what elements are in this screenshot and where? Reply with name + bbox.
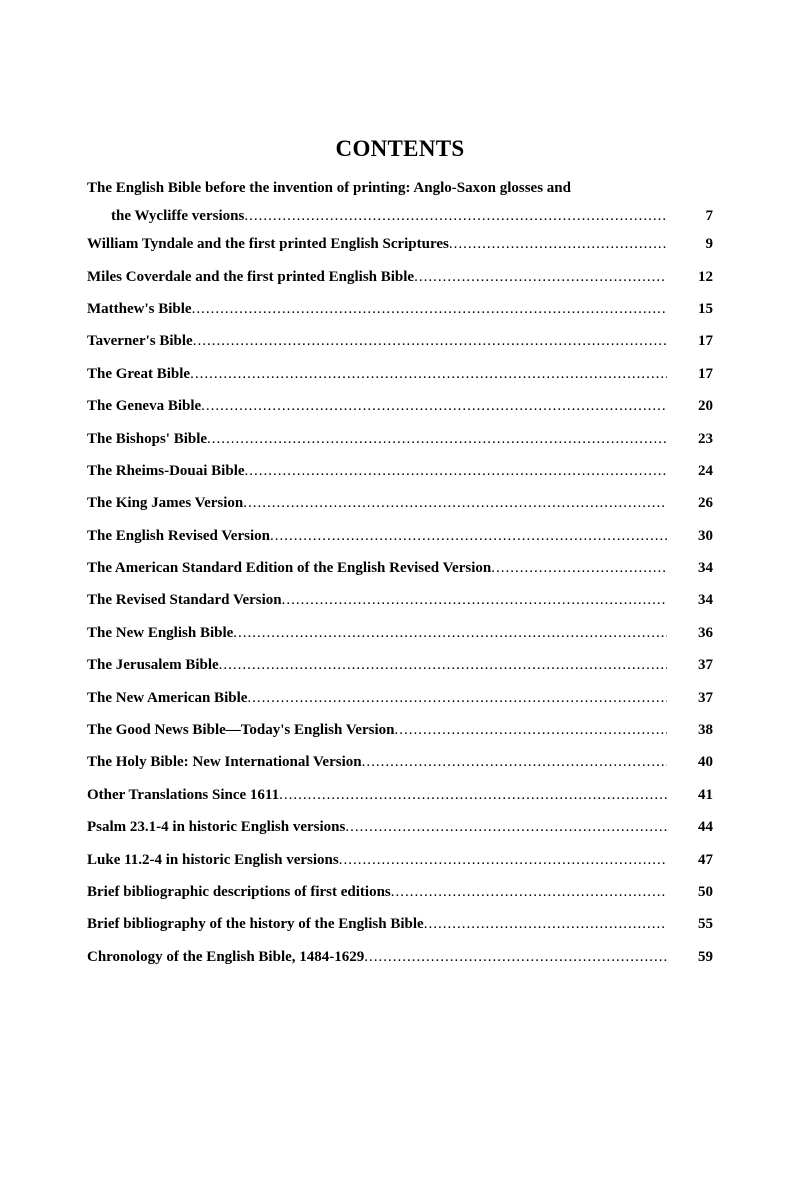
toc-entry-title: Matthew's Bible [87,300,192,317]
toc-entry-4[interactable] [87,293,713,325]
dot-leader [364,947,667,967]
toc-entry-18[interactable] [87,746,713,778]
dot-leader [190,364,667,384]
toc-page-number: 41 [698,786,713,803]
dot-leader [424,914,667,934]
toc-page-number: 26 [698,495,713,512]
toc-entry-15[interactable] [87,649,713,681]
toc-entry-title: Brief bibliographic descriptions of first editions [87,884,391,900]
toc-page-number: 9 [705,236,713,253]
dot-leader [394,720,667,740]
toc-entry-13[interactable] [87,584,713,616]
dot-leader [345,817,667,837]
toc-page-number: 20 [698,398,713,415]
toc-page-number: 40 [698,754,713,771]
toc-entry-title: Miles Coverdale and the first printed English Bible [87,268,415,285]
dot-leader [282,590,667,610]
dot-leader [491,558,667,578]
toc-page-number: 24 [698,462,713,479]
toc-entry-title: Luke 11.2-4 in historic English versions [87,851,339,868]
toc-entry-20[interactable] [87,811,713,843]
toc-page-number: 17 [698,365,713,382]
dot-leader [201,396,667,416]
toc-entry-23[interactable] [87,908,713,940]
dot-leader [270,526,667,546]
toc-entry-title: The Good News Bible—Today's English Version [87,722,395,739]
toc-entry-1-line-1: The English Bible before the invention of printing: Anglo-Saxon glosses and [87,180,571,196]
dot-leader [339,850,667,870]
toc-entry-title: The Bishops' Bible [87,430,208,447]
toc-entry-title: The New English Bible [87,624,234,641]
dot-leader [247,688,667,708]
toc-entry-title: The Rheims-Douai Bible [87,462,245,479]
dot-leader [244,206,667,226]
toc-entry-17[interactable] [87,714,713,746]
toc-page-number: 44 [698,819,713,836]
toc-page-number: 30 [698,527,713,544]
toc-entry-title: The Revised Standard Version [87,592,282,609]
toc-entry-7[interactable] [87,390,713,422]
dot-leader [414,267,667,287]
dot-leader [245,461,667,481]
dot-leader [233,623,667,643]
toc-entry-19[interactable] [87,779,713,811]
dot-leader [243,493,667,513]
toc-entry-title: The Holy Bible: New International Version [87,754,362,771]
toc-page-number: 59 [698,948,713,965]
toc-entry-21[interactable] [87,843,713,875]
table-of-contents [87,178,713,973]
toc-page-number: 38 [698,722,713,739]
toc-entry-5[interactable] [87,325,713,357]
toc-entry-9[interactable] [87,455,713,487]
toc-entry-title: The Jerusalem Bible [87,657,219,674]
toc-page-number: 12 [698,268,713,285]
toc-entry-12[interactable] [87,552,713,584]
toc-page-number: 34 [698,592,713,609]
toc-entry-14[interactable] [87,617,713,649]
toc-page-number: 34 [698,560,713,577]
toc-entry-title: Brief bibliography of the history of the English Bible [87,916,424,933]
toc-entry-title: The American Standard Edition of the English Revised Version [87,560,492,577]
toc-entry-title: the Wycliffe versions [111,208,245,224]
toc-entry-title: Psalm 23.1-4 in historic English versions [87,819,346,836]
toc-entry-16[interactable] [87,681,713,713]
dot-leader [207,429,667,449]
toc-entry-11[interactable] [87,520,713,552]
toc-entry-title: William Tyndale and the first printed English Scriptures [87,236,449,253]
toc-entry-22[interactable] [87,876,713,908]
dot-leader [219,655,667,675]
toc-page-number: 23 [698,430,713,447]
dot-leader [192,299,667,319]
toc-page-number: 50 [698,884,713,900]
toc-page-number: 36 [698,624,713,641]
dot-leader [391,882,667,902]
toc-entry-2[interactable] [87,228,713,260]
toc-page-number: 17 [698,333,713,350]
toc-page-number: 55 [698,916,713,933]
dot-leader [449,234,667,254]
toc-page-number: 7 [705,208,713,224]
toc-page-number: 37 [698,689,713,706]
toc-entry-8[interactable] [87,422,713,454]
toc-entry-24[interactable] [87,941,713,973]
toc-entry-title: The English Revised Version [87,527,270,544]
dot-leader [279,785,667,805]
toc-entry-title: Taverner's Bible [87,333,193,350]
toc-entry-title: Chronology of the English Bible, 1484-1629 [87,948,365,965]
toc-entry-title: The New American Bible [87,689,248,706]
toc-entry-6[interactable] [87,358,713,390]
toc-entry-title: The Great Bible [87,365,191,382]
toc-entry-1[interactable] [87,198,713,228]
toc-page-number: 37 [698,657,713,674]
toc-page-number: 15 [698,300,713,317]
dot-leader [193,331,667,351]
dot-leader [362,752,667,772]
toc-page-number: 47 [698,851,713,868]
toc-entry-10[interactable] [87,487,713,519]
toc-entry-title: Other Translations Since 1611 [87,786,280,803]
toc-entry-3[interactable] [87,260,713,292]
page-title: CONTENTS [335,136,465,161]
toc-entry-title: The King James Version [87,495,244,512]
toc-entry-title: The Geneva Bible [87,398,202,415]
